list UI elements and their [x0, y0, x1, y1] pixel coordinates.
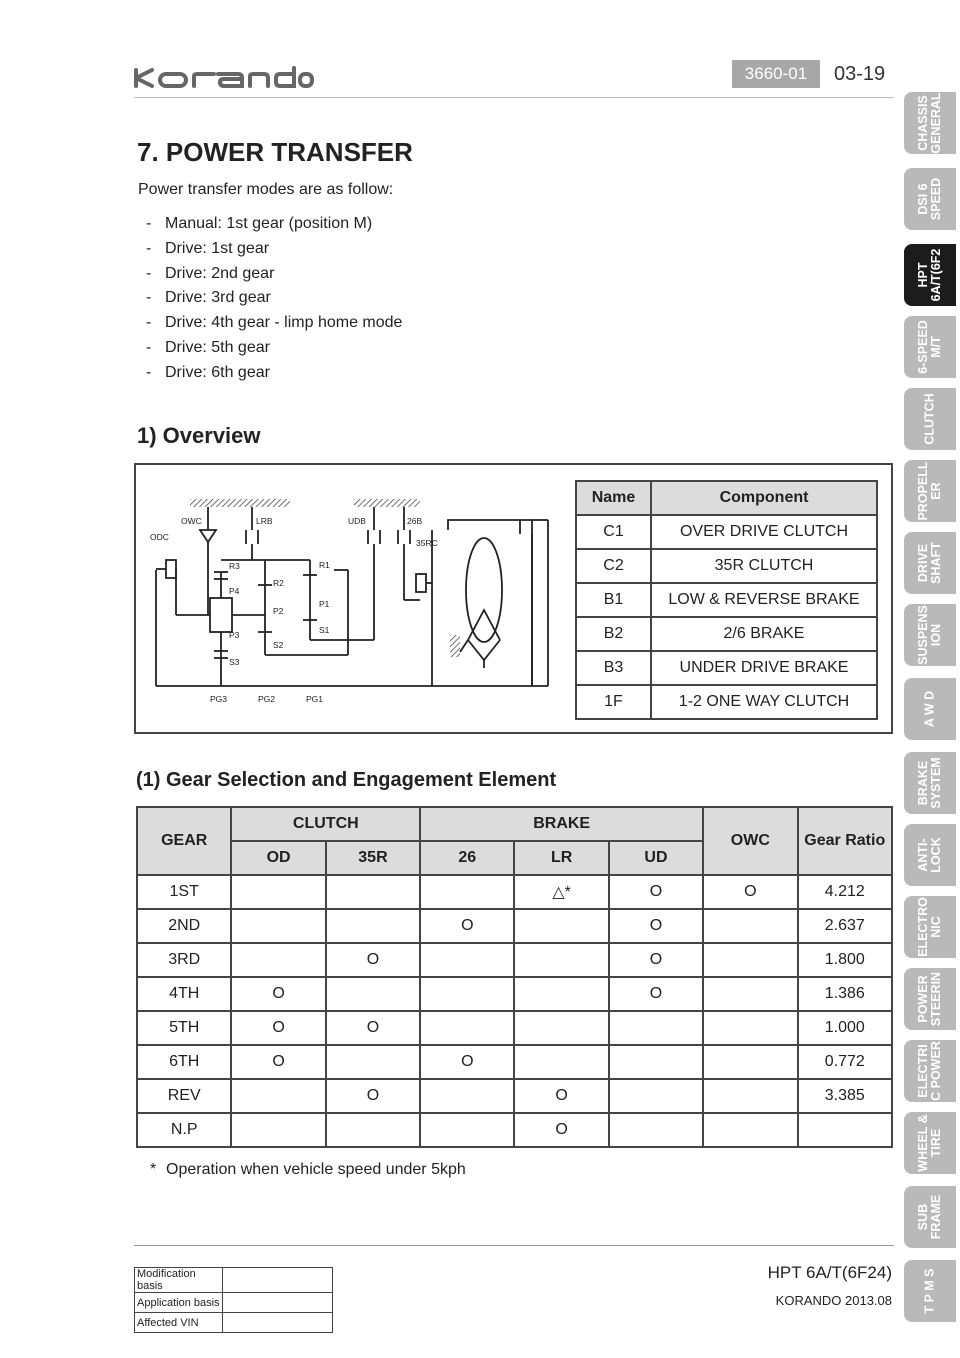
- table-row: [137, 943, 892, 977]
- tab-propeller[interactable]: [904, 460, 956, 522]
- gear-selection-title: (1) Gear Selection and Engagement Element: [136, 769, 557, 791]
- section-code-badge: 3660-01: [732, 60, 820, 88]
- table-cell: [703, 1079, 797, 1113]
- tab-hpt-6at[interactable]: [904, 244, 956, 306]
- power-transfer-modes-list: [146, 212, 402, 386]
- table-cell: [703, 909, 797, 943]
- table-cell: [798, 1113, 892, 1147]
- mode-text: Drive: 5th gear: [165, 338, 270, 356]
- table-cell: [609, 1011, 703, 1045]
- table-cell: [420, 1011, 514, 1045]
- table-cell: UNDER DRIVE BRAKE: [651, 651, 877, 685]
- list-item: [146, 237, 402, 262]
- column-header: Name: [576, 481, 651, 515]
- table-header-row: [137, 807, 892, 841]
- column-header-gear: GEAR: [137, 807, 231, 875]
- table-cell: O: [514, 1079, 608, 1113]
- table-cell: O: [609, 977, 703, 1011]
- footer-divider: [134, 1245, 894, 1246]
- table-row: [137, 977, 892, 1011]
- table-cell: C2: [576, 549, 651, 583]
- list-item: [146, 212, 402, 237]
- model-date: KORANDO 2013.08: [775, 1293, 892, 1308]
- tab-sub-frame[interactable]: [904, 1186, 956, 1248]
- table-cell: [609, 1045, 703, 1079]
- tab-anti-lock[interactable]: [904, 824, 956, 886]
- column-header: Component: [651, 481, 877, 515]
- label-pg1: PG1: [306, 694, 324, 704]
- powertrain-schematic: [148, 490, 558, 710]
- tab-6-speed-mt[interactable]: [904, 316, 956, 378]
- label-r2: R2: [273, 578, 284, 588]
- label-p1: P1: [319, 599, 330, 609]
- table-cell: O: [609, 875, 703, 909]
- table-row: [576, 549, 877, 583]
- table-cell: [420, 875, 514, 909]
- tab-label: HPT 6A/T(6F2: [916, 248, 943, 302]
- list-item: [146, 361, 402, 386]
- table-cell: [326, 977, 420, 1011]
- label-p2: P2: [273, 606, 284, 616]
- tab-label: ANTI- LOCK: [916, 837, 943, 873]
- page-number: 03-19: [834, 63, 886, 85]
- table-row: [576, 583, 877, 617]
- tab-label: A W D: [922, 690, 937, 728]
- tab-label: T P M S: [922, 1268, 937, 1314]
- table-cell: [420, 977, 514, 1011]
- footnote-mark: *: [150, 1161, 157, 1178]
- label-35rc: 35RC: [416, 538, 438, 548]
- table-cell: 1.800: [798, 943, 892, 977]
- table-cell: [609, 1079, 703, 1113]
- table-cell: [420, 1079, 514, 1113]
- table-cell: 1F: [576, 685, 651, 719]
- label-lrb: LRB: [256, 516, 273, 526]
- table-cell: O: [326, 943, 420, 977]
- tab-label: WHEEL & TIRE: [916, 1114, 943, 1172]
- table-cell: O: [514, 1113, 608, 1147]
- list-item: [146, 336, 402, 361]
- tab-dsi-6-speed[interactable]: [904, 168, 956, 230]
- mode-text: Drive: 6th gear: [165, 363, 270, 381]
- tab-label: CLUTCH: [922, 393, 937, 445]
- table-cell: [703, 943, 797, 977]
- tab-suspension[interactable]: [904, 604, 956, 666]
- table-row: [137, 1113, 892, 1147]
- table-cell: [514, 909, 608, 943]
- table-cell: 4.212: [798, 875, 892, 909]
- column-header-gear-ratio: Gear Ratio: [798, 807, 892, 875]
- intro-text: Power transfer modes are as follow:: [138, 181, 394, 198]
- schematic-lines: [156, 507, 548, 686]
- table-cell: O: [231, 1045, 325, 1079]
- label-26b: 26B: [407, 516, 423, 526]
- table-cell: O: [609, 943, 703, 977]
- basis-value: [223, 1313, 333, 1333]
- gear-cell: 1ST: [137, 875, 231, 909]
- table-cell: [326, 875, 420, 909]
- table-cell: C1: [576, 515, 651, 549]
- column-header-owc: OWC: [703, 807, 797, 875]
- gear-cell: 6TH: [137, 1045, 231, 1079]
- label-pg3: PG3: [210, 694, 228, 704]
- table-cell: 0.772: [798, 1045, 892, 1079]
- table-cell: [231, 875, 325, 909]
- table-cell: [231, 1113, 325, 1147]
- tab-label: BRAKE SYSTEM: [916, 757, 943, 809]
- table-cell: O: [609, 909, 703, 943]
- tab-drive-shaft[interactable]: [904, 532, 956, 594]
- gear-cell: REV: [137, 1079, 231, 1113]
- label-s2: S2: [273, 640, 284, 650]
- table-cell: [326, 909, 420, 943]
- revision-basis-table: [134, 1267, 333, 1333]
- label-p4: P4: [229, 586, 240, 596]
- label-pg2: PG2: [258, 694, 276, 704]
- table-cell: 35R CLUTCH: [651, 549, 877, 583]
- basis-label: Modification basis: [135, 1268, 223, 1293]
- table-cell: [514, 1045, 608, 1079]
- list-item: [146, 262, 402, 287]
- header-divider: [134, 97, 894, 98]
- table-row: [576, 515, 877, 549]
- gear-cell: 3RD: [137, 943, 231, 977]
- table-row: [137, 1011, 892, 1045]
- table-cell: 1-2 ONE WAY CLUTCH: [651, 685, 877, 719]
- label-udb: UDB: [348, 516, 366, 526]
- mode-text: Drive: 4th gear - limp home mode: [165, 314, 403, 332]
- table-cell: 2.637: [798, 909, 892, 943]
- korando-logo: [134, 66, 314, 90]
- label-owc: OWC: [181, 516, 202, 526]
- tab-label: DSI 6 SPEED: [916, 177, 943, 221]
- list-bullet: -: [146, 215, 152, 232]
- table-cell: [514, 977, 608, 1011]
- table-cell: B1: [576, 583, 651, 617]
- list-bullet: -: [146, 264, 152, 282]
- label-p3: P3: [229, 630, 240, 640]
- gear-cell: 4TH: [137, 977, 231, 1011]
- tab-tpms[interactable]: [904, 1260, 956, 1322]
- column-header-lr: LR: [514, 841, 608, 875]
- tab-brake-system[interactable]: [904, 752, 956, 814]
- column-header-od: OD: [231, 841, 325, 875]
- table-row: [137, 1045, 892, 1079]
- table-row: [576, 617, 877, 651]
- table-cell: OVER DRIVE CLUTCH: [651, 515, 877, 549]
- table-cell: [703, 1011, 797, 1045]
- basis-label: Application basis: [135, 1293, 223, 1313]
- section-title: 7. POWER TRANSFER: [137, 137, 413, 167]
- label-odc: ODC: [150, 532, 169, 542]
- tab-label: ELECTRO NIC: [916, 897, 943, 957]
- tab-label: ELECTRI C POWER: [916, 1041, 943, 1101]
- table-cell: 1.000: [798, 1011, 892, 1045]
- gear-cell: 5TH: [137, 1011, 231, 1045]
- table-row: [135, 1313, 333, 1333]
- table-cell: 1.386: [798, 977, 892, 1011]
- gear-cell: 2ND: [137, 909, 231, 943]
- table-header-row: [576, 481, 877, 515]
- footnote-text: Operation when vehicle speed under 5kph: [166, 1161, 466, 1178]
- gear-table-body: [137, 875, 892, 1147]
- tab-label: PROPELL ER: [916, 461, 943, 521]
- tab-electric-power[interactable]: [904, 1040, 956, 1102]
- table-cell: O: [326, 1079, 420, 1113]
- column-header-26: 26: [420, 841, 514, 875]
- list-bullet: -: [146, 363, 152, 381]
- model-code: HPT 6A/T(6F24): [767, 1263, 892, 1282]
- basis-value: [223, 1293, 333, 1313]
- table-cell: 3.385: [798, 1079, 892, 1113]
- table-row: [135, 1293, 333, 1313]
- table-cell: △*: [514, 875, 608, 909]
- table-cell: [231, 1079, 325, 1113]
- tab-wheel-tire[interactable]: [904, 1112, 956, 1174]
- table-cell: [514, 943, 608, 977]
- table-row: [576, 651, 877, 685]
- tab-label: POWER STEERIN: [916, 971, 943, 1027]
- table-row: [135, 1268, 333, 1293]
- table-cell: O: [420, 1045, 514, 1079]
- overview-title: 1) Overview: [137, 423, 261, 448]
- table-cell: O: [703, 875, 797, 909]
- table-cell: 2/6 BRAKE: [651, 617, 877, 651]
- tab-label: CHASSIS GENERAL: [916, 92, 943, 154]
- mode-text: Drive: 3rd gear: [165, 289, 271, 307]
- table-cell: [326, 1113, 420, 1147]
- column-header-ud: UD: [609, 841, 703, 875]
- label-s1: S1: [319, 625, 330, 635]
- tab-clutch[interactable]: [904, 388, 956, 450]
- table-row: [137, 909, 892, 943]
- table-cell: B2: [576, 617, 651, 651]
- table-cell: [703, 1113, 797, 1147]
- table-cell: [703, 1045, 797, 1079]
- list-bullet: -: [146, 338, 152, 356]
- list-bullet: -: [146, 239, 152, 257]
- mode-text: Manual: 1st gear (position M): [165, 215, 373, 232]
- table-cell: LOW & REVERSE BRAKE: [651, 583, 877, 617]
- table-cell: [609, 1113, 703, 1147]
- table-cell: O: [231, 977, 325, 1011]
- table-cell: [231, 943, 325, 977]
- list-bullet: -: [146, 289, 152, 307]
- table-cell: O: [326, 1011, 420, 1045]
- table-cell: [420, 1113, 514, 1147]
- tab-label: SUSPENS ION: [916, 605, 943, 665]
- label-r3: R3: [229, 561, 240, 571]
- tab-electronic[interactable]: [904, 896, 956, 958]
- table-row: [137, 875, 892, 909]
- basis-value: [223, 1268, 333, 1293]
- basis-label: Affected VIN: [135, 1313, 223, 1333]
- table-row: [137, 1079, 892, 1113]
- tab-awd[interactable]: [904, 678, 956, 740]
- list-bullet: -: [146, 314, 152, 332]
- tab-power-steering[interactable]: [904, 968, 956, 1030]
- table-cell: O: [231, 1011, 325, 1045]
- table-cell: [703, 977, 797, 1011]
- mode-text: Drive: 1st gear: [165, 239, 270, 257]
- label-s3: S3: [229, 657, 240, 667]
- mode-text: Drive: 2nd gear: [165, 264, 275, 282]
- gear-cell: N.P: [137, 1113, 231, 1147]
- list-item: [146, 286, 402, 311]
- table-cell: O: [420, 909, 514, 943]
- list-item: [146, 311, 402, 336]
- table-cell: B3: [576, 651, 651, 685]
- column-header-brake: BRAKE: [420, 807, 703, 841]
- table-cell: [420, 943, 514, 977]
- tab-chassis-general[interactable]: [904, 92, 956, 154]
- table-row: [576, 685, 877, 719]
- tab-label: 6-SPEED M/T: [916, 320, 943, 374]
- column-header-clutch: CLUTCH: [231, 807, 420, 841]
- component-table: [575, 480, 878, 720]
- table-cell: [231, 909, 325, 943]
- column-header-35r: 35R: [326, 841, 420, 875]
- label-r1: R1: [319, 560, 330, 570]
- footnote: [150, 1161, 466, 1179]
- table-cell: [326, 1045, 420, 1079]
- tab-label: DRIVE SHAFT: [916, 542, 943, 584]
- tab-label: SUB FRAME: [916, 1194, 943, 1240]
- table-cell: [514, 1011, 608, 1045]
- gear-engagement-table: [136, 806, 893, 1148]
